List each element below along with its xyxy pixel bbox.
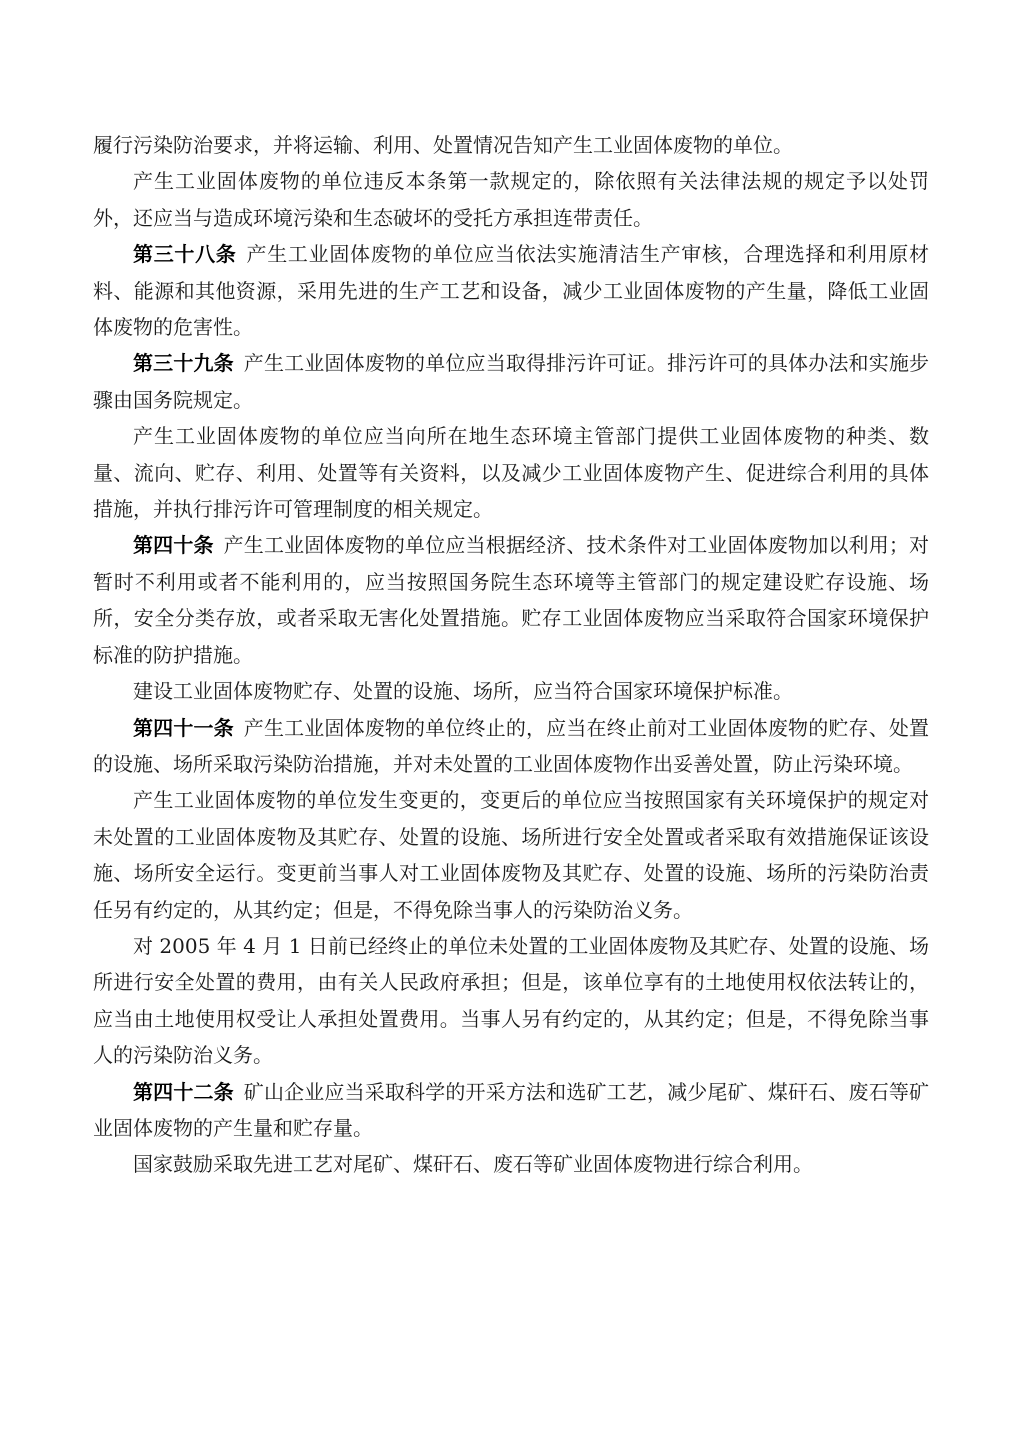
paragraph-continuation (93, 127, 929, 163)
paragraph-text: 建设工业固体废物贮存、处置的设施、场所，应当符合国家环境保护标准。 (133, 679, 793, 704)
paragraph-text: 产生工业固体废物的单位终止的，应当在终止前对工业固体废物的贮存、处置的设施、场所采取污染防治措施，并对未处置的工业固体废物作出妥善处置，防止污染环境。 (93, 715, 930, 776)
paragraph-text: 产生工业固体废物的单位应当取得排污许可证。排污许可的具体办法和实施步骤由国务院规定。 (93, 351, 930, 412)
paragraph (93, 418, 929, 527)
paragraph (93, 928, 929, 1074)
article-number: 第四十二条 (133, 1079, 234, 1104)
paragraph-text: 产生工业固体废物的单位应当根据经济、技术条件对工业固体废物加以利用；对暂时不利用或者不能利用的，应当按照国务院生态环境等主管部门的规定建设贮存设施、场所，安全分类存放，或者采取无害化处置措施。贮存工业固体废物应当采取符合国家环境保护标准的防护措施。 (93, 533, 930, 667)
paragraph-text: 对 2005 年 4 月 1 日前已经终止的单位未处置的工业固体废物及其贮存、处置的设施、场所进行安全处置的费用，由有关人民政府承担；但是，该单位享有的土地使用权依法转让的，应当由土地使用权受让人承担处置费用。当事人另有约定的，从其约定；但是，不得免除当事人的污染防治义务。 (93, 933, 929, 1068)
article-42 (93, 1074, 929, 1147)
article-number: 第四十一条 (133, 715, 234, 740)
article-41 (93, 710, 929, 783)
paragraph (93, 163, 929, 236)
paragraph (93, 673, 929, 709)
article-38 (93, 236, 929, 345)
paragraph-text: 产生工业固体废物的单位发生变更的，变更后的单位应当按照国家有关环境保护的规定对未处置的工业固体废物及其贮存、处置的设施、场所进行安全处置或者采取有效措施保证该设施、场所安全运行。变更前当事人对工业固体废物及其贮存、处置的设施、场所的污染防治责任另有约定的，从其约定；但是，不得免除当事人的污染防治义务。 (93, 788, 929, 922)
paragraph-text: 矿山企业应当采取科学的开采方法和选矿工艺，减少尾矿、煤矸石、废石等矿业固体废物的产生量和贮存量。 (93, 1079, 930, 1140)
paragraph (93, 782, 929, 928)
paragraph-text: 产生工业固体废物的单位应当依法实施清洁生产审核，合理选择和利用原材料、能源和其他资源，采用先进的生产工艺和设备，减少工业固体废物的产生量，降低工业固体废物的危害性。 (93, 242, 930, 340)
article-number: 第三十九条 (133, 351, 234, 376)
article-number: 第三十八条 (133, 242, 237, 267)
article-40 (93, 527, 929, 673)
article-number: 第四十条 (133, 533, 214, 558)
paragraph-text: 国家鼓励采取先进工艺对尾矿、煤矸石、废石等矿业固体废物进行综合利用。 (133, 1152, 813, 1177)
paragraph-text: 产生工业固体废物的单位应当向所在地生态环境主管部门提供工业固体废物的种类、数量、流向、贮存、利用、处置等有关资料，以及减少工业固体废物产生、促进综合利用的具体措施，并执行排污许可管理制度的相关规定。 (93, 424, 929, 522)
document-body (93, 127, 929, 1183)
paragraph-text: 履行污染防治要求，并将运输、利用、处置情况告知产生工业固体废物的单位。 (93, 133, 793, 157)
article-39 (93, 345, 929, 418)
paragraph-text: 产生工业固体废物的单位违反本条第一款规定的，除依照有关法律法规的规定予以处罚外，还应当与造成环境污染和生态破坏的受托方承担连带责任。 (93, 169, 929, 230)
paragraph (93, 1146, 929, 1182)
